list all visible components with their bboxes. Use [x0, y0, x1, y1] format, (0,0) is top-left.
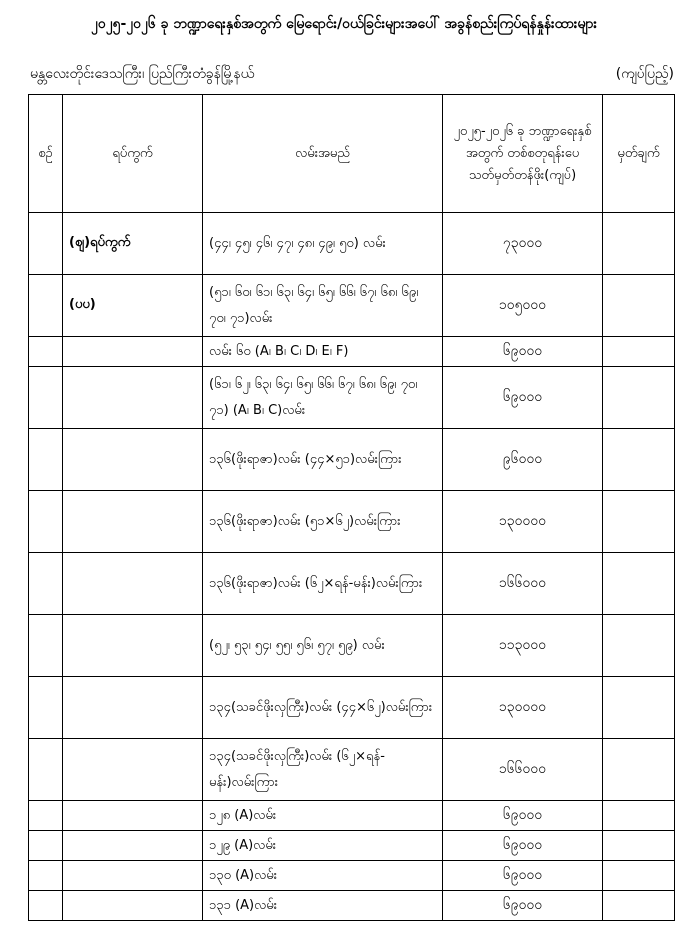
- rate-table: [28, 94, 675, 921]
- table-row: [29, 553, 675, 615]
- table-row: [29, 891, 675, 921]
- cell-ward: [63, 429, 203, 491]
- cell-street: လမ်း ၆၀ (A၊ B၊ C၊ D၊ E၊ F): [203, 337, 443, 367]
- cell-street: ၁၃၄(သခင်ဖိုးလှကြီး)လမ်း (၄၄×၆၂)လမ်းကြား: [203, 677, 443, 739]
- cell-street: ၁၃၆(ဖိုးရာဇာ)လမ်း (၄၄×၅၁)လမ်းကြား: [203, 429, 443, 491]
- table-row: [29, 801, 675, 831]
- cell-ward: [63, 739, 203, 801]
- unit-label: (ကျပ်ပြည့်): [615, 66, 674, 82]
- cell-no: [29, 275, 63, 337]
- cell-street: ၁၂၉ (A)လမ်း: [203, 831, 443, 861]
- cell-no: [29, 367, 63, 429]
- cell-ward: [63, 615, 203, 677]
- cell-street: ၁၃၆(ဖိုးရာဇာ)လမ်း (၆၂×ရန်-မန်း)လမ်းကြား: [203, 553, 443, 615]
- table-row: [29, 739, 675, 801]
- cell-no: [29, 553, 63, 615]
- cell-value: ၁၃၀၀၀၀: [443, 677, 603, 739]
- header-remark: မှတ်ချက်: [603, 95, 675, 213]
- cell-remark: [603, 831, 675, 861]
- cell-ward: [63, 337, 203, 367]
- table-row: [29, 213, 675, 275]
- cell-ward: [63, 367, 203, 429]
- cell-street: (၅၂၊ ၅၃၊ ၅၄၊ ၅၅၊ ၅၆၊ ၅၇၊ ၅၉) လမ်း: [203, 615, 443, 677]
- table-row: [29, 615, 675, 677]
- cell-value: ၆၉၀၀၀: [443, 861, 603, 891]
- cell-ward: [63, 831, 203, 861]
- cell-no: [29, 831, 63, 861]
- cell-value: ၆၉၀၀၀: [443, 337, 603, 367]
- cell-value: ၆၉၀၀၀: [443, 801, 603, 831]
- cell-remark: [603, 275, 675, 337]
- cell-ward: (ပပ): [63, 275, 203, 337]
- cell-no: [29, 615, 63, 677]
- cell-remark: [603, 801, 675, 831]
- cell-street: ၁၂၈ (A)လမ်း: [203, 801, 443, 831]
- cell-remark: [603, 615, 675, 677]
- cell-ward: [63, 677, 203, 739]
- cell-value: ၁၃၀၀၀၀: [443, 491, 603, 553]
- table-row: [29, 429, 675, 491]
- cell-street: ၁၃၁ (A)လမ်း: [203, 891, 443, 921]
- table-header-row: [29, 95, 675, 213]
- table-row: [29, 831, 675, 861]
- cell-remark: [603, 861, 675, 891]
- cell-value: ၁၆၆၀၀၀: [443, 553, 603, 615]
- cell-street: (၄၄၊ ၄၅၊ ၄၆၊ ၄၇၊ ၄၈၊ ၄၉၊ ၅၀) လမ်း: [203, 213, 443, 275]
- region-label: မန္တလေးတိုင်းဒေသကြီး၊ ပြည်ကြီးတံခွန်မြို့နယ်: [30, 66, 255, 82]
- cell-street: (၆၁၊ ၆၂၊ ၆၃၊ ၆၄၊ ၆၅၊ ၆၆၊ ၆၇၊ ၆၈၊ ၆၉၊ ၇၀၊ ၇၁) (A၊ B၊ C)လမ်း: [203, 367, 443, 429]
- cell-no: [29, 429, 63, 491]
- cell-no: [29, 861, 63, 891]
- table-body: [29, 213, 675, 921]
- page-title: ၂၀၂၅-၂၀၂၆ ခု ဘဏ္ဍာရေးနှစ်အတွက် မြေရောင်း/ဝယ်ခြင်းများအပေါ် အခွန်စည်းကြပ်ရန်နှုန်းထားများ: [90, 16, 597, 32]
- cell-value: ၁၆၆၀၀၀: [443, 739, 603, 801]
- cell-no: [29, 739, 63, 801]
- cell-no: [29, 491, 63, 553]
- header-street: လမ်းအမည်: [203, 95, 443, 213]
- cell-street: ၁၃၆(ဖိုးရာဇာ)လမ်း (၅၁×၆၂)လမ်းကြား: [203, 491, 443, 553]
- cell-ward: [63, 891, 203, 921]
- cell-ward: [63, 553, 203, 615]
- cell-ward: [63, 861, 203, 891]
- cell-remark: [603, 739, 675, 801]
- table-row: [29, 491, 675, 553]
- cell-no: [29, 891, 63, 921]
- cell-value: ၁၀၅၀၀၀: [443, 275, 603, 337]
- cell-value: ၉၆၀၀၀: [443, 429, 603, 491]
- cell-remark: [603, 337, 675, 367]
- cell-no: [29, 677, 63, 739]
- cell-remark: [603, 553, 675, 615]
- cell-no: [29, 801, 63, 831]
- cell-no: [29, 337, 63, 367]
- cell-value: ၇၃၀၀၀: [443, 213, 603, 275]
- cell-ward: (ဈ)ရပ်ကွက်: [63, 213, 203, 275]
- cell-value: ၆၉၀၀၀: [443, 367, 603, 429]
- cell-remark: [603, 367, 675, 429]
- header-no: စဉ်: [29, 95, 63, 213]
- cell-remark: [603, 429, 675, 491]
- cell-value: ၆၉၀၀၀: [443, 831, 603, 861]
- table-row: [29, 337, 675, 367]
- cell-remark: [603, 213, 675, 275]
- cell-ward: [63, 491, 203, 553]
- table-row: [29, 677, 675, 739]
- header-ward: ရပ်ကွက်: [63, 95, 203, 213]
- cell-value: ၆၉၀၀၀: [443, 891, 603, 921]
- cell-remark: [603, 891, 675, 921]
- cell-remark: [603, 491, 675, 553]
- table-row: [29, 275, 675, 337]
- cell-ward: [63, 801, 203, 831]
- cell-street: (၅၁၊ ၆၀၊ ၆၁၊ ၆၃၊ ၆၄၊ ၆၅၊ ၆၆၊ ၆၇၊ ၆၈၊ ၆၉၊ ၇၀၊ ၇၁)လမ်း: [203, 275, 443, 337]
- cell-street: ၁၃၀ (A)လမ်း: [203, 861, 443, 891]
- cell-remark: [603, 677, 675, 739]
- cell-value: ၁၁၃၀၀၀: [443, 615, 603, 677]
- header-value: ၂၀၂၅-၂၀၂၆ ခု ဘဏ္ဍာရေးနှစ်အတွက် တစ်စတုရန်းပေ သတ်မှတ်တန်ဖိုး(ကျပ်): [443, 95, 603, 213]
- cell-street: ၁၃၄(သခင်ဖိုးလှကြီး)လမ်း (၆၂×ရန်-မန်း)လမ်းကြား: [203, 739, 443, 801]
- table-row: [29, 861, 675, 891]
- cell-no: [29, 213, 63, 275]
- table-row: [29, 367, 675, 429]
